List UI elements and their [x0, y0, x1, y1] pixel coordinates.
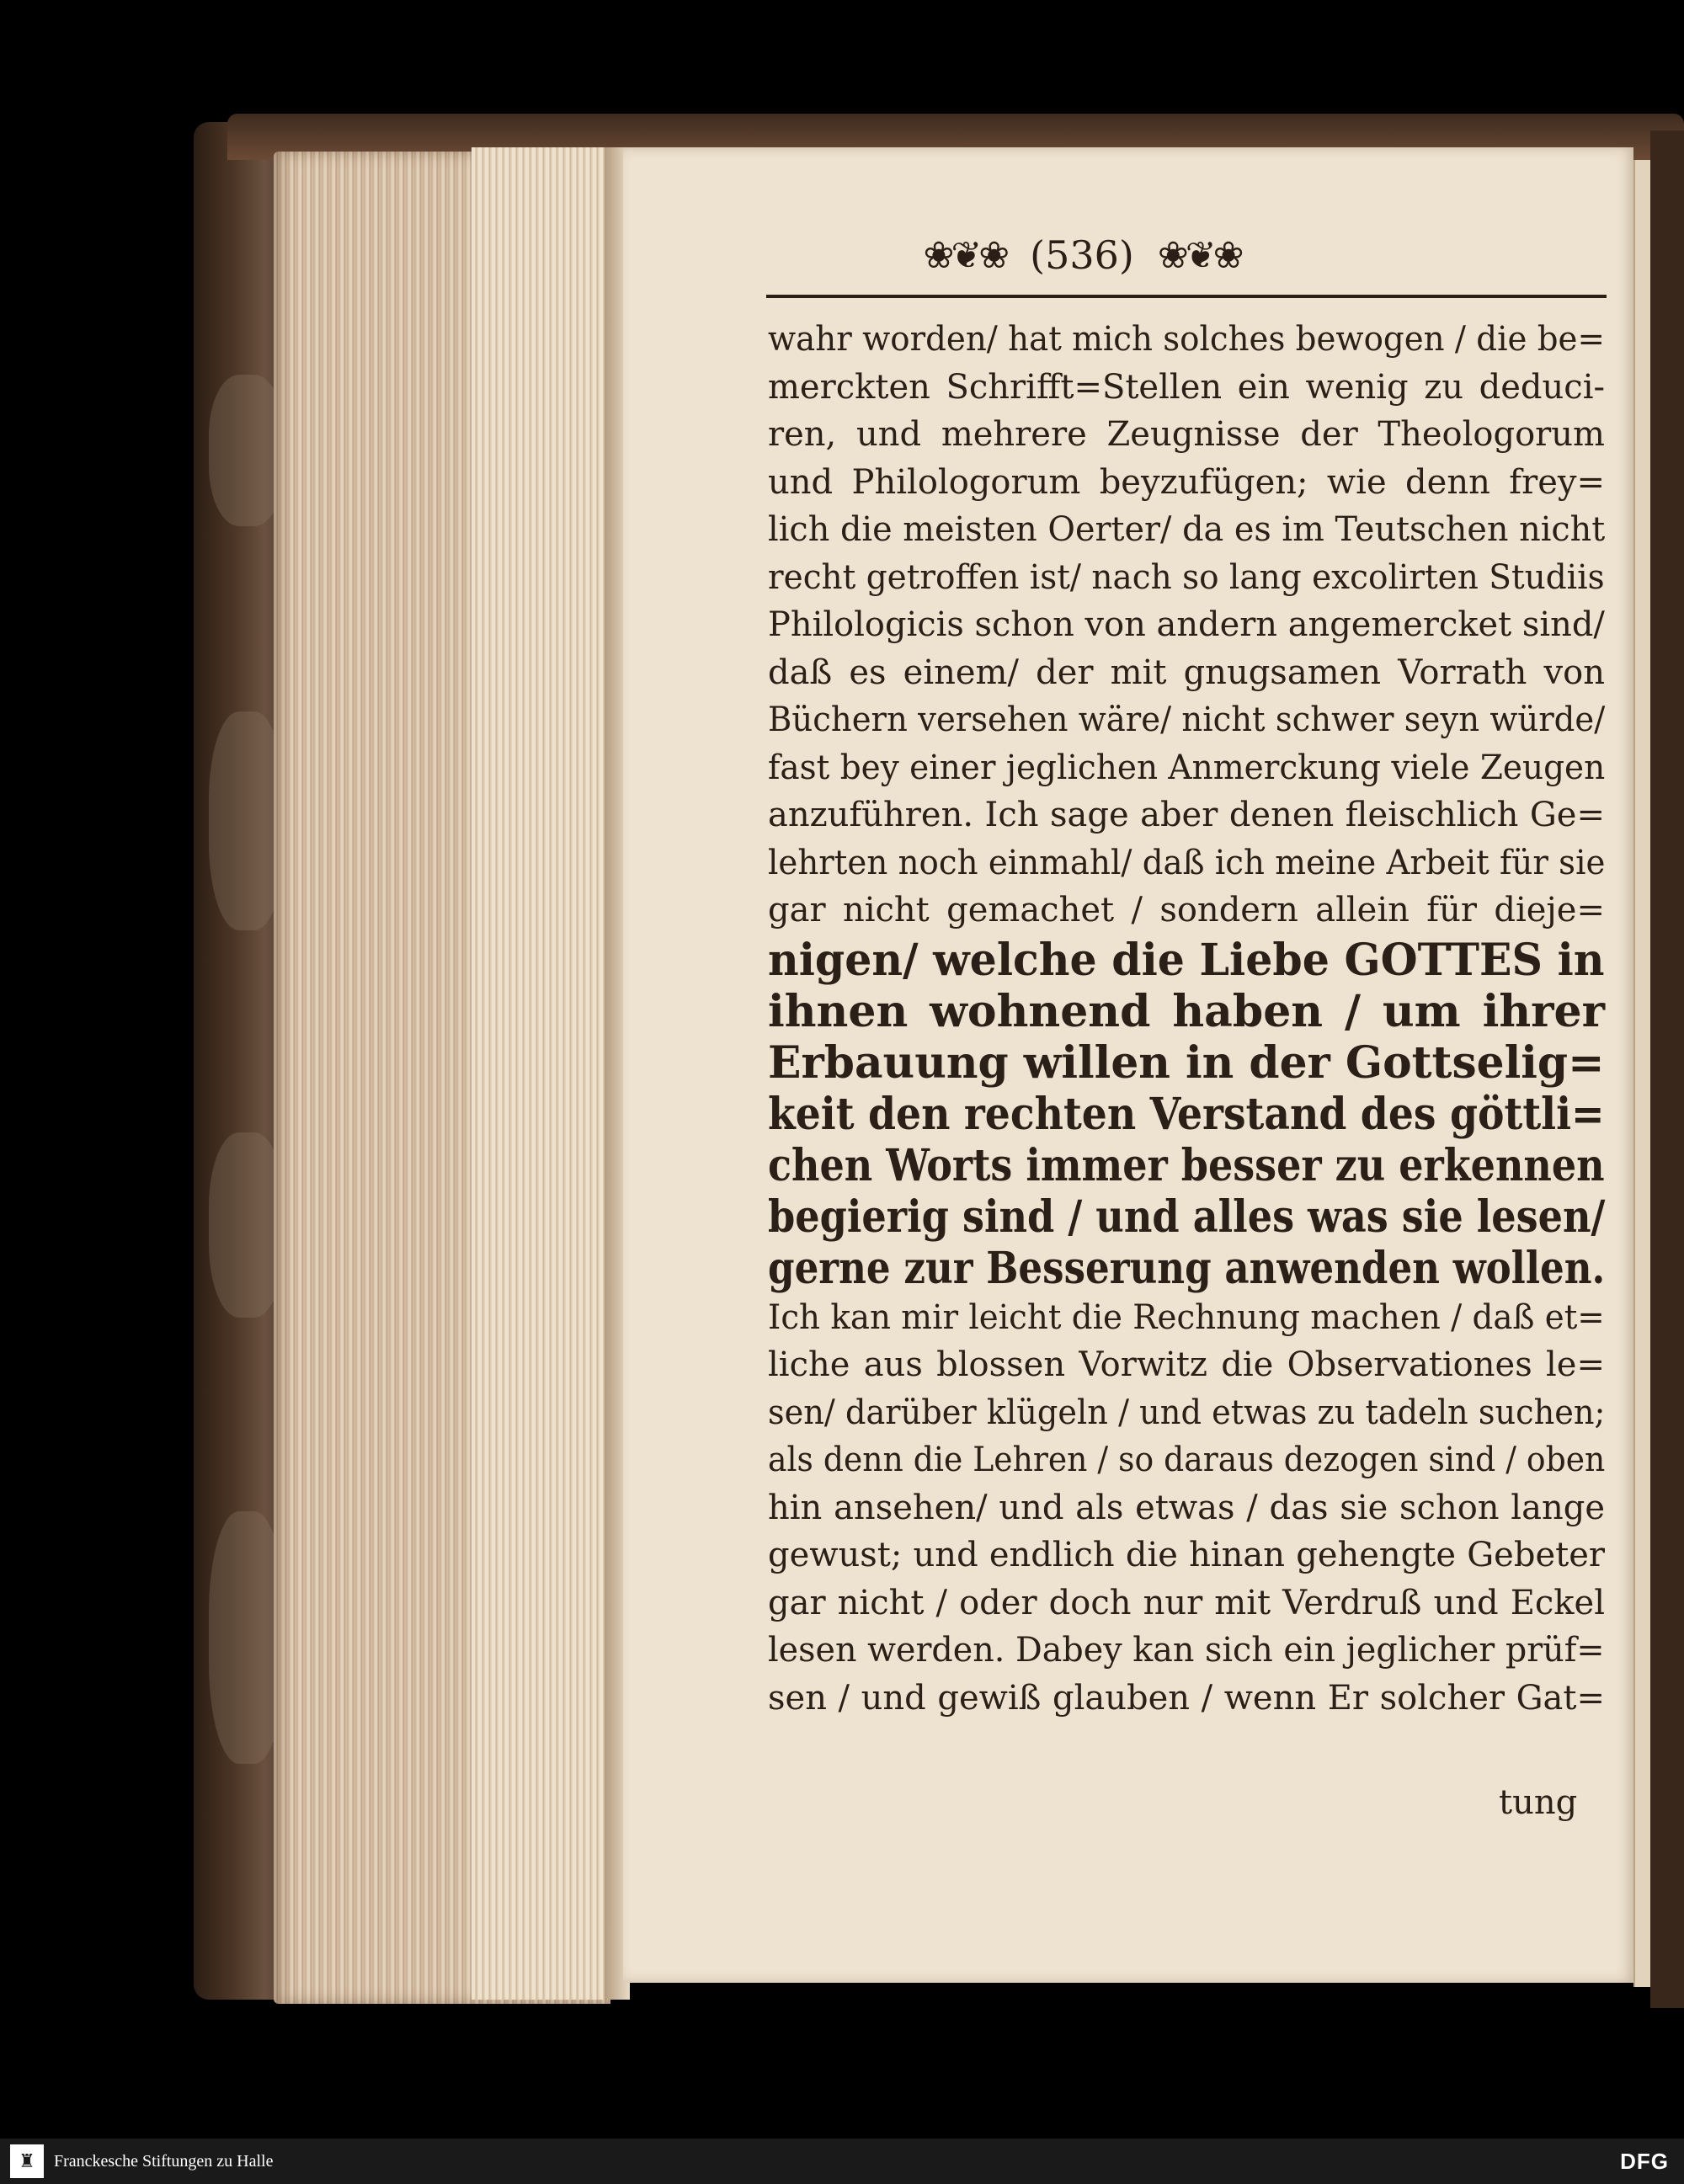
dfg-logo: DFG: [1620, 2149, 1669, 2174]
body-text: [768, 316, 1605, 1722]
text-line: als denn die Lehren / so daraus dezogen sind / oben: [768, 1441, 1606, 1479]
text-line: ihnen wohnend haben / um ihrer: [768, 985, 1605, 1037]
text-line: merckten Schrifft=Stellen ein wenig zu deduci-: [768, 367, 1605, 407]
text-line: Philologicis schon von andern angemercket sind/: [768, 605, 1605, 644]
text-line: begierig sind / und alles was sie lesen/: [768, 1191, 1606, 1243]
page-header: [846, 226, 1318, 285]
text-line: gar nicht gemachet / sondern allein für dieje=: [768, 891, 1605, 930]
text-line: lich die meisten Oerter/ da es im Teutschen nicht: [768, 510, 1606, 549]
text-line: keit den rechten Verstand des göttli=: [768, 1088, 1605, 1140]
text-line: recht getroffen ist/ nach so lang excolirten Studiis: [768, 557, 1605, 597]
text-line: Büchern versehen wäre/ nicht schwer seyn würde/: [768, 700, 1606, 739]
footer-bar: [0, 2139, 1684, 2184]
text-line: chen Worts immer besser zu erkennen: [768, 1139, 1605, 1191]
text-line: sen / und gewiß glauben / wenn Er solcher Gat=: [768, 1678, 1605, 1718]
text-line: lesen werden. Dabey kan sich ein jeglicher prüf=: [768, 1631, 1605, 1670]
text-line: anzuführen. Ich sage aber denen fleischlich Ge=: [768, 796, 1605, 834]
header-rule: [766, 295, 1607, 298]
text-line: lehrten noch einmahl/ daß ich meine Arbeit für sie: [768, 843, 1606, 882]
text-line: gerne zur Besserung anwenden wollen.: [768, 1242, 1606, 1294]
text-line: ren, und mehrere Zeugnisse der Theologorum: [768, 415, 1605, 454]
text-line: gewust; und endlich die hinan gehengte Gebeter: [768, 1536, 1605, 1574]
text-line: daß es einem/ der mit gnugsamen Vorrath von: [768, 653, 1605, 692]
catchword: tung: [1499, 1783, 1578, 1822]
text-line: Ich kan mir leicht die Rechnung machen / daß et=: [768, 1297, 1605, 1337]
ornament-left: ❀❦❀: [923, 233, 1007, 277]
text-line: liche aus blossen Vorwitz die Observationes le=: [768, 1345, 1605, 1384]
footer-institution: Franckesche Stiftungen zu Halle: [54, 2151, 274, 2171]
page-number: (536): [1030, 232, 1134, 278]
text-line: wahr worden/ hat mich solches bewogen / die be=: [768, 320, 1605, 359]
text-line: und Philologorum beyzufügen; wie denn frey=: [768, 462, 1605, 502]
ornament-right: ❀❦❀: [1157, 233, 1241, 277]
text-line: gar nicht / oder doch nur mit Verdruß und Eckel: [768, 1583, 1605, 1622]
text-line: sen/ darüber klügeln / und etwas zu tadeln suchen;: [768, 1393, 1606, 1432]
text-line: hin ansehen/ und als etwas / das sie schon lange: [768, 1488, 1605, 1527]
text-line: nigen/ welche die Liebe GOTTES in: [768, 934, 1605, 986]
text-line: fast bey einer jeglichen Anmerckung viele Zeugen: [768, 748, 1606, 787]
foundation-logo-icon: ♜: [10, 2144, 44, 2178]
text-line: Erbauung willen in der Gottselig=: [768, 1036, 1605, 1089]
book-cover-right: [1650, 131, 1684, 2008]
page-edges-front: [472, 147, 610, 2000]
